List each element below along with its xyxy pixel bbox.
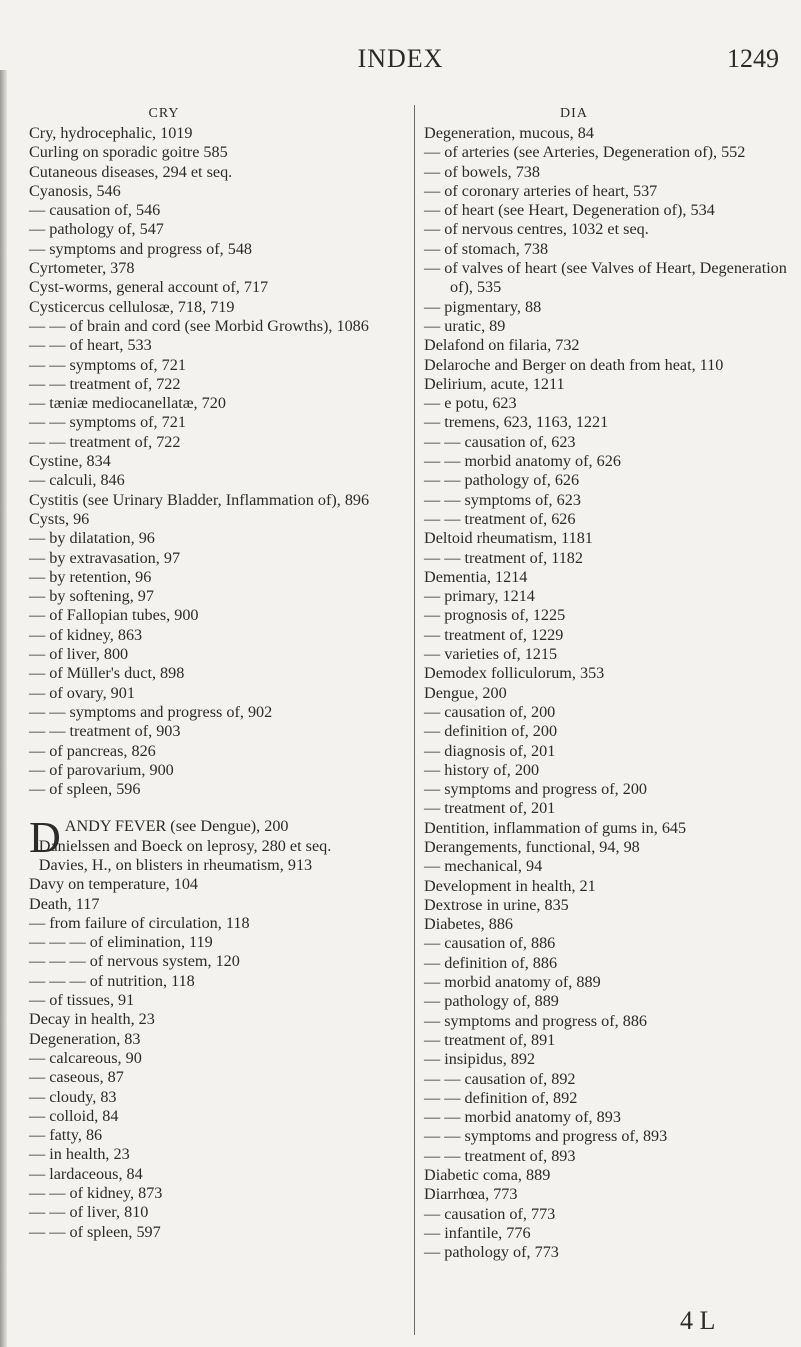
index-entry: — fatty, 86 [29,1126,103,1145]
index-entry: Degeneration, 83 [29,1029,141,1048]
index-entry: Degeneration, mucous, 84 [424,124,594,142]
index-entry: — — pathology of, 626 [424,471,580,490]
index-entry: — causation of, 773 [424,1204,556,1223]
index-entry: Dentition, inflammation of gums in, 645 [424,818,687,837]
index-entry: Derangements, functional, 94, 98 [424,837,640,856]
index-entry: — symptoms and progress of, 886 [424,1011,648,1030]
index-entry: Dementia, 1214 [424,567,528,586]
index-entry: — of valves of heart (see Valves of Heart, Degeneration of), 535 [424,259,787,297]
index-entry: — diagnosis of, 201 [424,741,556,760]
index-entry: — varieties of, 1215 [424,645,558,664]
dandy-fever-entry: ANDY FEVER (see Dengue), 200 [64,817,289,836]
index-entry: — — symptoms of, 623 [424,490,581,509]
index-entry: — insipidus, 892 [424,1050,536,1069]
index-entry: — prognosis of, 1225 [424,606,566,625]
index-entry: Danielssen and Boeck on leprosy, 280 et seq. [38,836,332,855]
index-entry: — — of spleen, 597 [29,1222,161,1241]
index-entry: — from failure of circulation, 118 [29,913,250,932]
index-entry: — morbid anatomy of, 889 [424,973,601,992]
index-entry: Cystine, 834 [29,452,111,471]
left-column [29,104,379,1242]
left-entries-cry [29,124,379,799]
index-entry: Cyrtometer, 378 [29,259,135,278]
index-entry: Cry, hydrocephalic, 1019 [29,124,193,142]
index-entry: Development in health, 21 [424,876,596,895]
index-entry: — — symptoms and progress of, 893 [424,1127,668,1146]
index-entry: — of spleen, 596 [29,780,141,799]
right-entries [424,124,789,1263]
index-entry: — by extravasation, 97 [29,548,181,567]
index-entry: — of stomach, 738 [424,239,549,258]
index-entry: Curling on sporadic goitre 585 [29,143,228,162]
index-entry: — — treatment of, 903 [29,722,181,741]
index-entry: — in health, 23 [29,1145,130,1164]
index-entry: Delirium, acute, 1211 [424,374,565,393]
index-entry: — treatment of, 1229 [424,625,564,644]
index-entry: — of Müller's duct, 898 [29,664,185,683]
index-entry: — — treatment of, 722 [29,432,181,451]
index-entry: — — — of nutrition, 118 [29,971,195,990]
index-entry: Death, 117 [29,894,100,913]
index-entry: — — — of nervous system, 120 [29,952,240,971]
index-entry: — symptoms and progress of, 200 [424,780,648,799]
index-entry: — infantile, 776 [424,1223,531,1242]
index-entry: Cysts, 96 [29,509,90,528]
index-entry: — pigmentary, 88 [424,297,542,316]
index-entry: — of bowels, 738 [424,162,540,181]
index-entry: Cyanosis, 546 [29,181,121,200]
index-entry: — of Fallopian tubes, 900 [29,606,199,625]
index-entry: — causation of, 200 [424,702,556,721]
index-entry: — — morbid anatomy of, 626 [424,452,621,471]
index-entry: — of arteries (see Arteries, Degeneration of), 552 [424,143,746,162]
index-entry: — — treatment of, 626 [424,509,576,528]
right-column [424,104,789,1263]
index-entry: Deltoid rheumatism, 1181 [424,529,593,548]
index-entry: — calculi, 846 [29,471,125,490]
index-entry: — definition of, 886 [424,953,558,972]
index-entry: — — of heart, 533 [29,336,152,355]
left-entries-d [29,837,379,1242]
left-column-heading: CRY [148,106,180,121]
right-column-heading: DIA [560,106,588,121]
index-entry: — of tissues, 91 [29,991,135,1010]
index-entry: — of parovarium, 900 [29,760,174,779]
index-entry: — causation of, 886 [424,934,556,953]
index-entry: Delaroche and Berger on death from heat, 110 [424,355,724,374]
index-entry: — e potu, 623 [424,394,517,413]
index-entry: — treatment of, 891 [424,1030,556,1049]
index-entry: — primary, 1214 [424,587,535,606]
index-entry: Cystitis (see Urinary Bladder, Inflammation of), 896 [29,490,370,509]
index-entry: — — symptoms and progress of, 902 [29,702,273,721]
index-entry: — of ovary, 901 [29,683,135,702]
index-entry: — tremens, 623, 1163, 1221 [424,413,609,432]
index-entry: Diarrhœa, 773 [424,1185,518,1204]
index-entry: Cysticercus cellulosæ, 718, 719 [29,297,235,316]
page-edge-shadow [0,70,7,1347]
index-entry: — treatment of, 201 [424,799,556,818]
index-entry: — — causation of, 623 [424,432,576,451]
index-entry: — pathology of, 773 [424,1243,559,1262]
index-entry: — by softening, 97 [29,587,154,606]
index-entry: — — morbid anatomy of, 893 [424,1108,621,1127]
index-entry: Davy on temperature, 104 [29,875,199,894]
index-entry: — of nervous centres, 1032 et seq. [424,220,649,239]
index-entry: Dengue, 200 [424,683,507,702]
index-entry: — caseous, 87 [29,1068,124,1087]
index-entry: — — treatment of, 893 [424,1146,576,1165]
index-entry: — causation of, 546 [29,201,161,220]
index-entry: — colloid, 84 [29,1106,119,1125]
index-entry: Dextrose in urine, 835 [424,895,569,914]
drop-cap-d: D [29,813,61,863]
index-entry: — of coronary arteries of heart, 537 [424,181,658,200]
index-entry: Cyst-worms, general account of, 717 [29,278,269,297]
index-entry: — — of liver, 810 [29,1203,149,1222]
index-entry: Diabetic coma, 889 [424,1166,551,1185]
index-entry: — — — of elimination, 119 [29,933,213,952]
index-entry: Diabetes, 886 [424,915,514,934]
index-entry: — cloudy, 83 [29,1087,117,1106]
index-entry: — of liver, 800 [29,645,129,664]
index-entry: Davies, H., on blisters in rheumatism, 913 [38,855,313,874]
index-entry: — of kidney, 863 [29,625,143,644]
index-entry: — — causation of, 892 [424,1069,576,1088]
index-entry: — pathology of, 889 [424,992,559,1011]
index-entry: — calcareous, 90 [29,1048,142,1067]
index-entry: — — symptoms of, 721 [29,355,186,374]
page-title: INDEX [357,44,444,73]
index-entry: Demodex folliculorum, 353 [424,664,605,683]
index-entry: — by dilatation, 96 [29,529,155,548]
index-entry: Cutaneous diseases, 294 et seq. [29,162,233,181]
index-entry: — lardaceous, 84 [29,1164,143,1183]
index-entry: — — symptoms of, 721 [29,413,186,432]
index-entry: — — treatment of, 1182 [424,548,583,567]
index-entry: — uratic, 89 [424,316,506,335]
index-entry: — — of brain and cord (see Morbid Growths), 1086 [29,316,369,335]
index-entry: — history of, 200 [424,760,540,779]
index-entry: — definition of, 200 [424,722,558,741]
index-entry: — — definition of, 892 [424,1088,578,1107]
column-divider [414,105,415,1335]
index-entry: — — of kidney, 873 [29,1184,163,1203]
index-entry: — by retention, 96 [29,567,152,586]
index-entry: — symptoms and progress of, 548 [29,239,253,258]
index-entry: — mechanical, 94 [424,857,543,876]
page-number: 1249 [727,44,779,73]
index-entry: — tæniæ mediocanellatæ, 720 [29,394,226,413]
index-entry: — of pancreas, 826 [29,741,156,760]
index-entry: — of heart (see Heart, Degeneration of), 534 [424,201,715,220]
index-entry: Delafond on filaria, 732 [424,336,580,355]
index-entry: — — treatment of, 722 [29,374,181,393]
signature-mark: 4 L [680,1306,716,1335]
page-header [0,44,801,74]
index-entry: Decay in health, 23 [29,1010,155,1029]
index-entry: — pathology of, 547 [29,220,164,239]
